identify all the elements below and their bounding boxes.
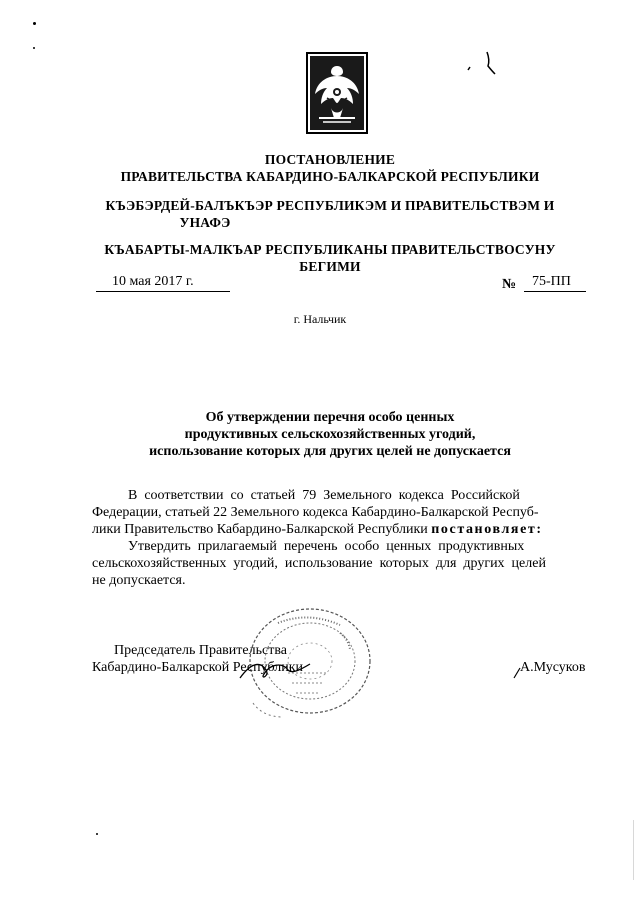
signature-tick-icon	[512, 662, 532, 682]
authority-kbd-line1: КЪЭБЭРДЕЙ-БАЛЪКЪЭР РЕСПУБЛИКЭМ И ПРАВИТЕЛЬСТВЭМ И	[105, 198, 555, 213]
date-field	[96, 273, 230, 292]
handwritten-signature-icon	[236, 656, 316, 686]
authority-ru: ПРАВИТЕЛЬСТВА КАБАРДИНО-БАЛКАРСКОЙ РЕСПУБЛИКИ	[120, 169, 540, 184]
doc-type-heading: ПОСТАНОВЛЕНИЕ	[264, 152, 396, 167]
scan-mark-icon	[460, 50, 500, 80]
city-label: г. Нальчик	[293, 312, 347, 326]
body-p1-line3	[92, 521, 589, 538]
title-line2: продуктивных сельскохозяйственных угодий,	[184, 427, 476, 442]
document-number: 75-ПП	[532, 274, 571, 289]
signatory-name: А.Мусуков	[520, 660, 586, 675]
title-line1: Об утверждении перечня особо ценных	[205, 410, 455, 425]
body-p2-line2: сельскохозяйственных угодий, использование которых для других целей	[92, 556, 546, 571]
scan-mark	[33, 47, 35, 49]
kbr-coat-of-arms-icon	[305, 52, 369, 134]
body-p1-line2: Федерации, статьей 22 Земельного кодекса Кабардино-Балкарской Респуб-	[92, 505, 539, 520]
title-line3: использование которых для других целей не допускается	[149, 444, 511, 459]
number-label: №	[502, 277, 517, 292]
scan-mark	[96, 833, 98, 835]
authority-krc-line2: БЕГИМИ	[299, 259, 361, 274]
signatory-position-line1: Председатель Правительства	[114, 643, 287, 658]
scan-edge-line	[633, 820, 634, 880]
number-field	[524, 273, 586, 292]
body-p2-line1: Утвердить прилагаемый перечень особо ценных продуктивных	[128, 539, 525, 554]
authority-krc-line1: КЪАБАРТЫ-МАЛКЪАР РЕСПУБЛИКАНЫ ПРАВИТЕЛЬСТВОСУНУ	[104, 242, 556, 257]
signatory-position-line2: Кабардино-Балкарской Республики	[92, 660, 303, 675]
body-p2-line3: не допускается.	[92, 573, 186, 588]
scan-mark	[33, 22, 36, 25]
body-p1-line1: В соответствии со статьей 79 Земельного кодекса Российской	[128, 488, 520, 503]
document-date: 10 мая 2017 г.	[112, 274, 194, 289]
authority-kbd-line2: УНАФЭ	[179, 215, 231, 230]
body-p1-line3-text: лики Правительство Кабардино-Балкарской Республики	[92, 522, 428, 537]
resolution-keyword: постановляет:	[431, 522, 543, 537]
